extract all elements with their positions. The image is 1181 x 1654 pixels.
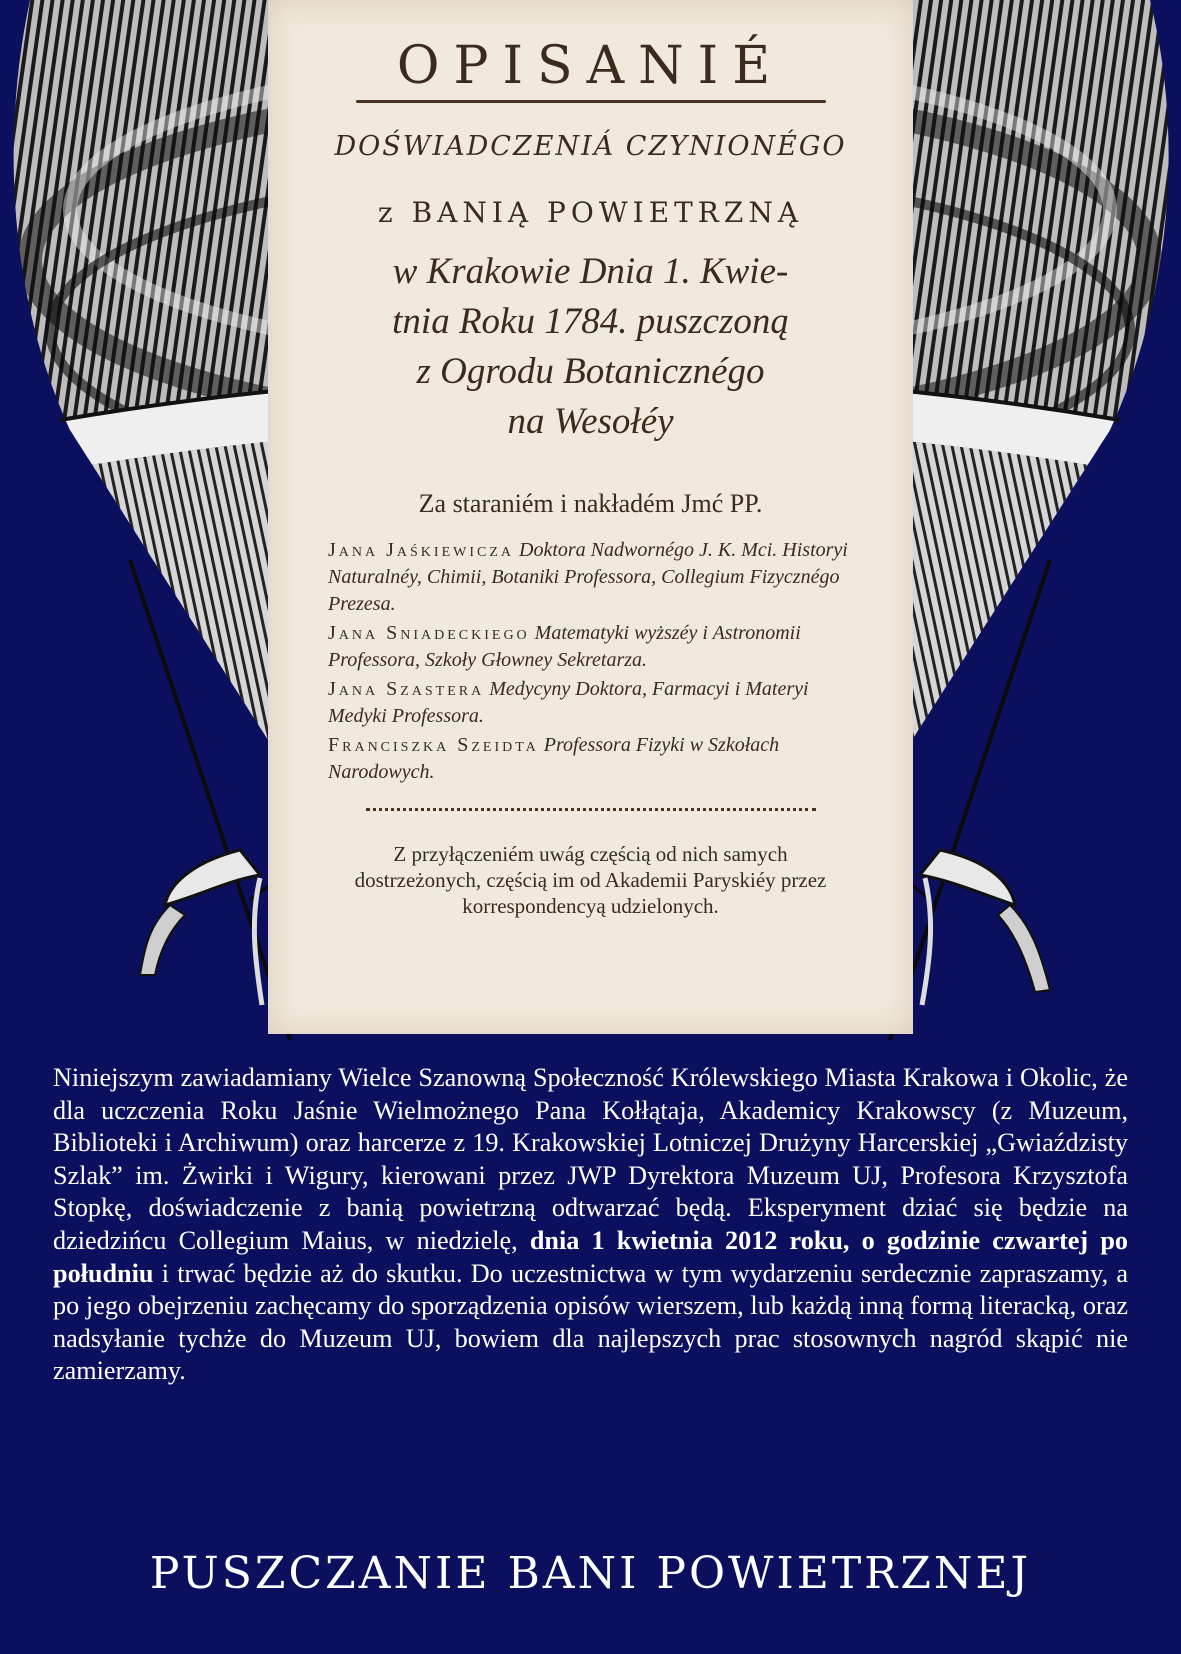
title-page-credit: Za staraniém i nakładém Jmć PP. (418, 489, 763, 518)
title-page-people-list (328, 537, 853, 786)
person-name: Jana Szastera (328, 678, 485, 700)
person-entry (328, 620, 853, 674)
announcement-part-1: Niniejszym zawiadamiany Wielce Szanowną Społeczność Królewskiego Miasta Krakowa i Okolic, że dla uczczenia Roku Jaśnie Wielmożnego Pana Kołłątaja, Akademicy Krakowscy (z Muzeum, Biblioteki i Archiwum) oraz harcerze z 19. Krakowskiej Lotniczej Drużyny Harcerskiej „Gwiaździsty Szlak” im. Żwirki i Wigury, kierowani przez JWP Dyrektora Muzeum UJ, Profesora Krzysztofa Stopkę, doświadczenie z banią powietrzną odtwarzać będą. Eksperyment dziać się będzie na dziedzińcu Collegium Maius, w niedzielę, (53, 1063, 1128, 1255)
person-name: Franciszka Szeidta (328, 734, 539, 756)
title-rule (356, 100, 826, 103)
person-description: Doktora Nadwornégo J. K. Mci. Historyi Naturalnéy, Chimii, Botaniki Professora, Collegium Fizycznégo Prezesa. (328, 539, 848, 615)
person-entry (328, 732, 853, 786)
person-name: Jana Sniadeckiego (328, 622, 530, 644)
person-description: Medycyny Doktora, Farmacyi i Materyi Medyki Professora. (328, 678, 809, 727)
announcement-date-time: dnia 1 kwietnia 2012 roku, o godzinie czwartej po południu (53, 1225, 1128, 1288)
announcement-part-2: i trwać będzie aż do skutku. Do uczestnictwa w tym wydarzeniu serdecznie zapraszamy, a po jego obejrzeniu zachęcamy do sporządzenia opisów wierszem, lub każdą inną formą literacką, oraz nadsyłanie tychże do Muzeum UJ, bowiem dla najlepszych prac stosownych nagród skąpić nie zamierzamy. (53, 1258, 1128, 1386)
historical-title-page (268, 0, 913, 1034)
title-page-script-block (268, 247, 913, 447)
person-entry (328, 676, 853, 730)
dotted-divider (366, 808, 816, 811)
title-page-subtitle-1: DOŚWIADCZENIÁ CZYNIONÉGO (334, 131, 847, 162)
person-description: Matematyki wyższéy i Astronomii Professora, Szkoły Głowney Sekretarza. (328, 622, 801, 671)
script-line: z Ogrodu Botanicznégo (416, 351, 765, 392)
person-name: Jana Jaśkiewicza (328, 539, 514, 561)
person-entry (328, 537, 853, 618)
announcement-text (53, 1062, 1128, 1388)
script-line: tnia Roku 1784. puszczoną (392, 301, 789, 342)
person-description: Professora Fizyki w Szkołach Narodowych. (328, 734, 780, 783)
title-page-heading: OPISANIÉ (396, 36, 785, 96)
script-line: w Krakowie Dnia 1. Kwie- (392, 251, 789, 292)
event-title: PUSZCZANIE BANI POWIETRZNEJ (149, 1548, 1032, 1599)
title-page-closing-note: Z przyłączeniém uwág częścią od nich samych dostrzeżonych, częścią im od Akademii Paryskiéy przez korrespondencyą udzielonych. (354, 842, 827, 918)
script-line: na Wesołéy (507, 401, 674, 442)
title-page-subtitle-2: z BANIĄ POWIETRZNĄ (377, 196, 804, 229)
